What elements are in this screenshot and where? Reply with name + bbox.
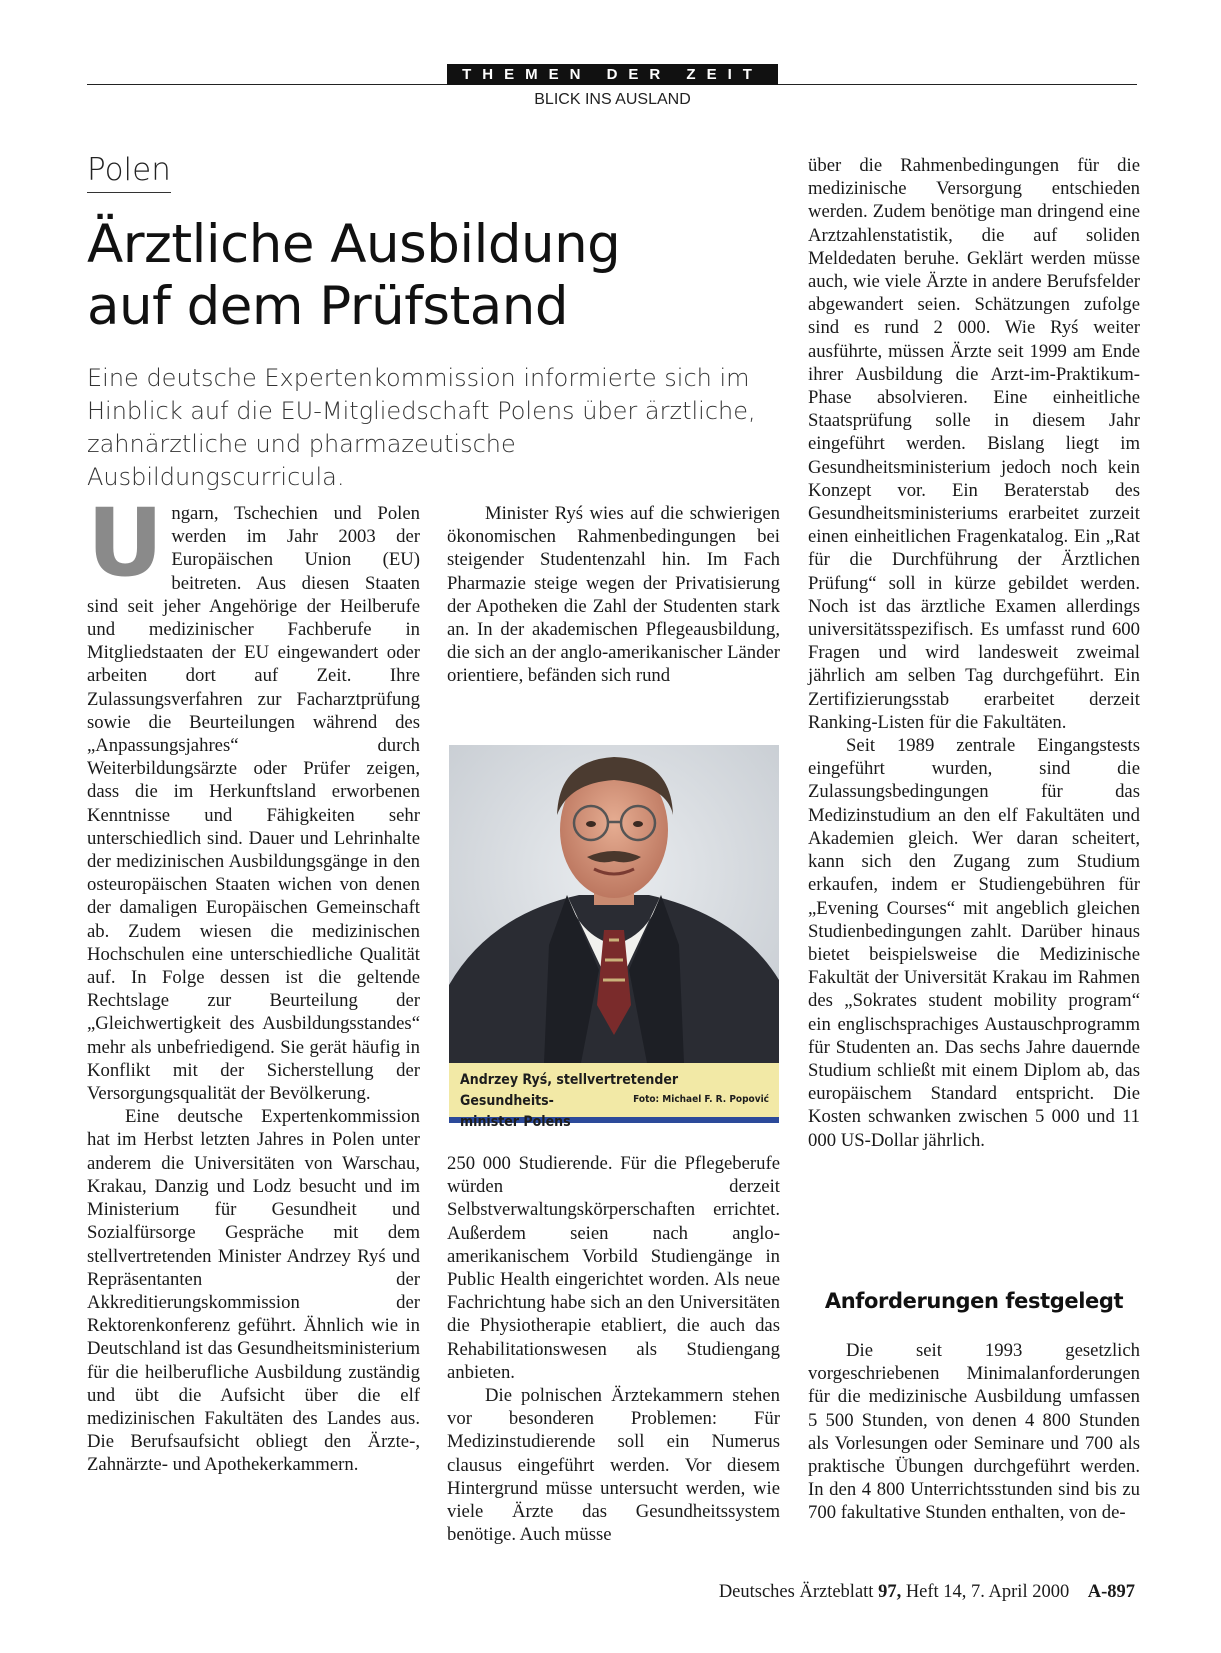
caption-line-2: minister Polens: [460, 1114, 571, 1130]
section-label: BLICK INS AUSLAND: [534, 91, 691, 108]
paragraph: Die polnischen Ärztekammern stehen vor besonderen Problemen: Für Medizinstudierende soll ein Numerus clausus eingeführt werden. Vor diesem Hintergrund müsse untersucht werden, wie viele Ärzte das Gesundheitssystem benötige. Auch müsse: [447, 1385, 780, 1546]
photo-credit: Foto: Michael F. R. Popović: [633, 1094, 769, 1105]
paragraph: [87, 489, 420, 1105]
dropcap: U: [87, 489, 164, 598]
column-1: [87, 489, 420, 1477]
journal-volume: 97,: [878, 1582, 902, 1602]
subheading: Anforderungen festgelegt: [824, 1289, 1124, 1313]
headline-line-2: auf dem Prüfstand: [87, 276, 568, 337]
headline-line-1: Ärztliche Ausbildung: [87, 214, 621, 275]
issue-date: Heft 14, 7. April 2000: [905, 1582, 1070, 1602]
journal-name: Deutsches Ärzteblatt: [718, 1582, 874, 1602]
column-2-bottom: [447, 1152, 780, 1546]
paragraph-text: ngarn, Tschechien und Polen werden im Jahr 2003 der Europäischen Union (EU) beitreten. Aus diesen Staaten sind seit jeher Angehörige der Heilberufe und medizinischer Fachberufe in Mitgliedstaaten der EU eingewandert oder arbeiten dort auf Zeit. Ihre Zulassungsverfahren zur Facharztprüfung sowie die Beurteilungen während des „Anpassungsjahres“ durch Weiterbildungsärzte oder Prüfer zeigen, dass die im Herkunftsland erworbenen Kenntnisse und Fähigkeiten sehr unterschiedlich sind. Dauer und Lehrinhalte der medizinischen Ausbildungsgänge in den osteuropäischen Staaten wichen von denen der damaligen Europäischen Gemeinschaft ab. Zudem wiesen die medizinischen Hochschulen eine unterschiedliche Qualität auf. In Folge dessen ist die geltende Rechtslage zur Beurteilung der „Gleichwertigkeit des Ausbildungsstandes“ mehr als unbefriedigend. Sie gerät häufig in Konflikt mit der Sicherstellung der Versorgungsqualität der Bevölkerung.: [87, 503, 420, 1105]
paragraph: Eine deutsche Expertenkommission hat im Herbst letzten Jahres in Polen unter anderem die Universitäten von Warschau, Krakau, Danzig und Lodz besucht und im Ministerium für Gesundheit und Sozialfürsorge Gespräche mit dem stellvertretenden Minister Andrzey Ryś und Repräsentanten der Akkreditierungskommission der Rektorenkonferenz geführt. Ähnlich wie in Deutschland ist das Gesundheitsministerium für die heilberufliche Ausbildung zuständig und übt die Aufsicht über die elf medizinischen Fakultäten des Landes aus. Die Berufsaufsicht obliegt den Ärzte-, Zahnärzte- und Apothekerkammern.: [87, 1106, 420, 1476]
article-lead: Eine deutsche Expertenkommission informierte sich im Hinblick auf die EU-Mitgliedschaft Polens über ärztliche, zahnärztliche und pharmazeutische Ausbildungscurricula.: [87, 364, 756, 491]
column-3-top: [808, 154, 1140, 1152]
column-2-top: [447, 502, 780, 688]
photo-caption: [449, 1063, 779, 1130]
portrait-photo: [449, 745, 779, 1063]
page-number: A-897: [1087, 1582, 1135, 1602]
page-footer: [719, 1582, 1135, 1603]
paragraph: Minister Ryś wies auf die schwierigen ökonomischen Rahmenbedingungen bei steigender Studentenzahl hin. Im Fach Pharmazie steige wegen der Privatisierung der Apotheken die Zahl der Studenten stark an. In der akademischen Pflegeausbildung, die sich an der anglo-amerikanischer Länder orientiere, befänden sich rund: [447, 503, 780, 687]
paragraph: Seit 1989 zentrale Eingangstests eingeführt wurden, sind die Zulassungsbedingungen für das Medizinstudium an den elf Fakultäten und Akademien gleich. Wer daran scheitert, kann sich den Zugang zum Studium erkaufen, indem er Studiengebühren für „Evening Courses“ mit angeblich gleichen Studienbedingungen zahlt. Darüber hinaus bietet beispielsweise die Medizinische Fakultät der Universität Krakau im Rahmen des „Sokrates student mobility program“ ein englischsprachiges Austauschprogramm für Studenten an. Das sechs Jahre dauernde Studium schließt mit einem Diplom ab, das europäischem Standard entspricht. Die Kosten schwanken zwischen 5 000 und 11 000 US-Dollar jährlich.: [808, 735, 1140, 1151]
article-headline: [87, 214, 747, 338]
caption-line-1: Andrzey Ryś, stellvertretender Gesundheits-: [460, 1072, 679, 1109]
paragraph: 250 000 Studierende. Für die Pflegeberufe würden derzeit Selbstverwaltungskörperschaften errichtet. Außerdem seien nach anglo-amerikanischem Vorbild Studiengänge in Public Health eingerichtet worden. Als neue Fachrichtung habe sich an den Universitäten die Physiotherapie etabliert, die auch das Rehabilitationswesen als Studiengang anbieten.: [447, 1153, 780, 1383]
column-3-bottom: [808, 1339, 1140, 1525]
paragraph: über die Rahmenbedingungen für die medizinische Versorgung entschieden werden. Zudem benötige man dringend eine Arztzahlenstatistik, die auf soliden Meldedaten beruhe. Geklärt werden müsse auch, wie viele Ärzte in andere Berufsfelder abgewandert seien. Schätzungen zufolge sind es rund 2 000. Wie Ryś weiter ausführte, müssen Ärzte seit 1999 am Ende ihrer Ausbildung die Arzt-im-Praktikum-Phase absolvieren. Eine einheitliche Staatsprüfung solle in diesem Jahr eingeführt werden. Bislang liegt im Gesundheitsministerium jedoch noch kein Konzept vor. Ein Beraterstab des Gesundheitsministeriums erarbeitet zurzeit einen einheitlichen Fragenkatalog. Ein „Rat für die Durchführung der Ärztlichen Prüfung“ soll in kürze gebildet werden. Noch ist das ärztliche Examen allerdings universitätsspezifisch. Es umfasst rund 600 Fragen und wird landesweit zweimal jährlich am selben Tag durchgeführt. Ein Zertifizierungsstab erarbeitet derzeit Ranking-Listen für die Fakultäten.: [808, 155, 1140, 733]
portrait-image: [449, 745, 779, 1063]
section-banner: THEMEN DER ZEIT: [447, 64, 778, 85]
article-kicker: Polen: [87, 150, 171, 193]
paragraph: Die seit 1993 gesetzlich vorgeschriebenen Minimalanforderungen für die medizinische Ausbildung umfassen 5 500 Stunden, von denen 4 800 Stunden als Vorlesungen oder Seminare und 700 als praktische Übungen durchgeführt werden. In den 4 800 Unterrichtsstunden sind bis zu 700 fakultative Stunden enthalten, von de-: [808, 1340, 1140, 1524]
